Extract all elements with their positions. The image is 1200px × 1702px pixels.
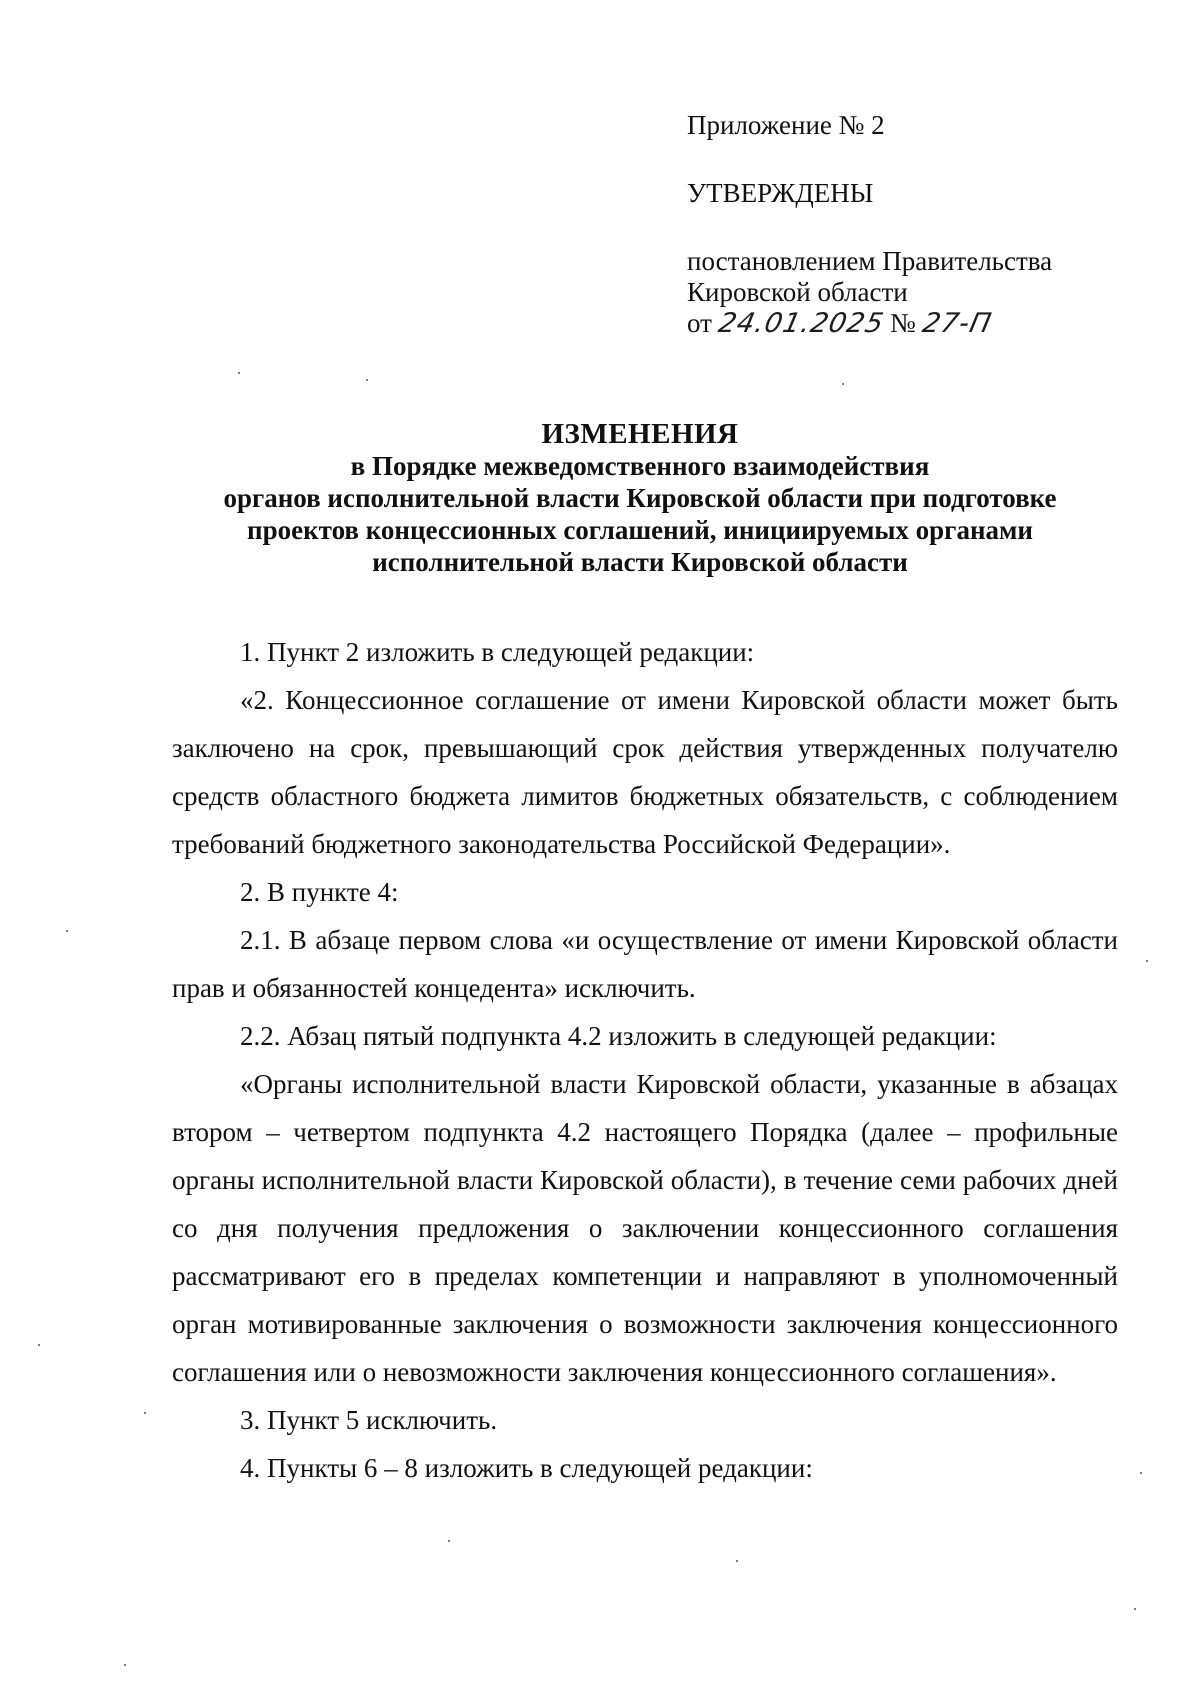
paragraph-7: 3. Пункт 5 исключить. xyxy=(240,1405,498,1435)
title-main: ИЗМЕНЕНИЯ xyxy=(541,418,739,450)
scan-speck xyxy=(842,383,844,385)
paragraph-2: «2. Концессионное соглашение от имени Кировской области может быть заключено на срок, превышающий срок действия утвержденных получателю средств областного бюджета лимитов бюджетных обязательств, с соблюдением требований бюджетного законодательства Российской Федерации». xyxy=(172,685,1118,859)
decree-line-1: постановлением Правительства xyxy=(687,246,1053,276)
paragraph-3: 2. В пункте 4: xyxy=(240,877,399,907)
scan-speck xyxy=(144,1412,146,1414)
decree-date-number-line xyxy=(687,308,995,339)
scan-speck xyxy=(448,1540,450,1542)
title-line-2: органов исполнительной власти Кировской области при подготовке xyxy=(223,483,1057,513)
document-body xyxy=(172,628,1118,1492)
scan-speck xyxy=(366,379,368,381)
paragraph-5: 2.2. Абзац пятый подпункта 4.2 изложить в следующей редакции: xyxy=(240,1021,997,1051)
decree-date-handwritten: 24.01.2025 xyxy=(715,308,887,339)
paragraph-8: 4. Пункты 6 – 8 изложить в следующей редакции: xyxy=(240,1453,813,1483)
scan-speck xyxy=(1134,1608,1136,1610)
title-line-3: проектов концессионных соглашений, инициируемых органами xyxy=(247,515,1033,545)
title-line-4: исполнительной власти Кировской области xyxy=(372,547,908,577)
title-line-1: в Порядке межведомственного взаимодействия xyxy=(350,451,930,481)
scan-speck xyxy=(238,372,240,374)
scan-speck xyxy=(1140,1472,1142,1474)
decree-line-2: Кировской области xyxy=(687,277,908,307)
paragraph-1: 1. Пункт 2 изложить в следующей редакции: xyxy=(240,637,755,667)
scan-speck xyxy=(124,1664,126,1666)
scan-speck xyxy=(1146,960,1148,962)
scan-speck xyxy=(736,1560,738,1562)
document-title xyxy=(150,418,1130,578)
decree-number-label: № xyxy=(890,308,916,338)
scan-speck xyxy=(38,1344,40,1346)
decree-number-handwritten: 27-П xyxy=(919,308,995,339)
appendix-label: Приложение № 2 xyxy=(687,110,885,140)
decree-from-label: от xyxy=(687,308,712,338)
paragraph-4: 2.1. В абзаце первом слова «и осуществление от имени Кировской области прав и обязанностей концедента» исключить. xyxy=(172,925,1118,1003)
paragraph-6: «Органы исполнительной власти Кировской области, указанные в абзацах втором – четвертом подпункта 4.2 настоящего Порядка (далее – профильные органы исполнительной власти Кировской области), в течение семи рабочих дней со дня получения предложения о заключении концессионного соглашения рассматривают его в пределах компетенции и направляют в уполномоченный орган мотивированные заключения о возможности заключения концессионного соглашения или о невозможности заключения концессионного соглашения». xyxy=(172,1069,1118,1387)
approved-label: УТВЕРЖДЕНЫ xyxy=(687,178,874,208)
scan-speck xyxy=(66,930,68,932)
